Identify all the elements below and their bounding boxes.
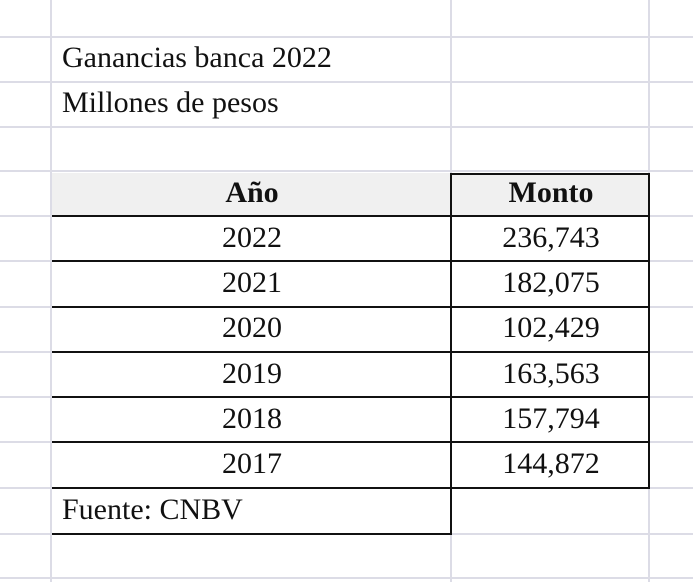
sheet-subtitle[interactable]: Millones de pesos — [62, 86, 279, 119]
amount-cell[interactable]: 236,743 — [502, 221, 600, 254]
amount-cell[interactable]: 182,075 — [502, 266, 600, 299]
year-cell[interactable]: 2018 — [222, 402, 282, 435]
year-cell[interactable]: 2022 — [222, 221, 282, 254]
amount-cell[interactable]: 144,872 — [502, 447, 600, 480]
amount-cell[interactable]: 163,563 — [502, 357, 600, 390]
amount-cell[interactable]: 102,429 — [502, 311, 600, 344]
source-note[interactable]: Fuente: CNBV — [62, 493, 243, 526]
sheet-title[interactable]: Ganancias banca 2022 — [62, 41, 332, 74]
year-cell[interactable]: 2021 — [222, 266, 282, 299]
amount-cell[interactable]: 157,794 — [502, 402, 600, 435]
header-year[interactable]: Año — [225, 176, 279, 209]
header-amount[interactable]: Monto — [508, 176, 594, 209]
year-cell[interactable]: 2019 — [222, 357, 282, 390]
year-cell[interactable]: 2020 — [222, 311, 282, 344]
year-cell[interactable]: 2017 — [222, 447, 282, 480]
